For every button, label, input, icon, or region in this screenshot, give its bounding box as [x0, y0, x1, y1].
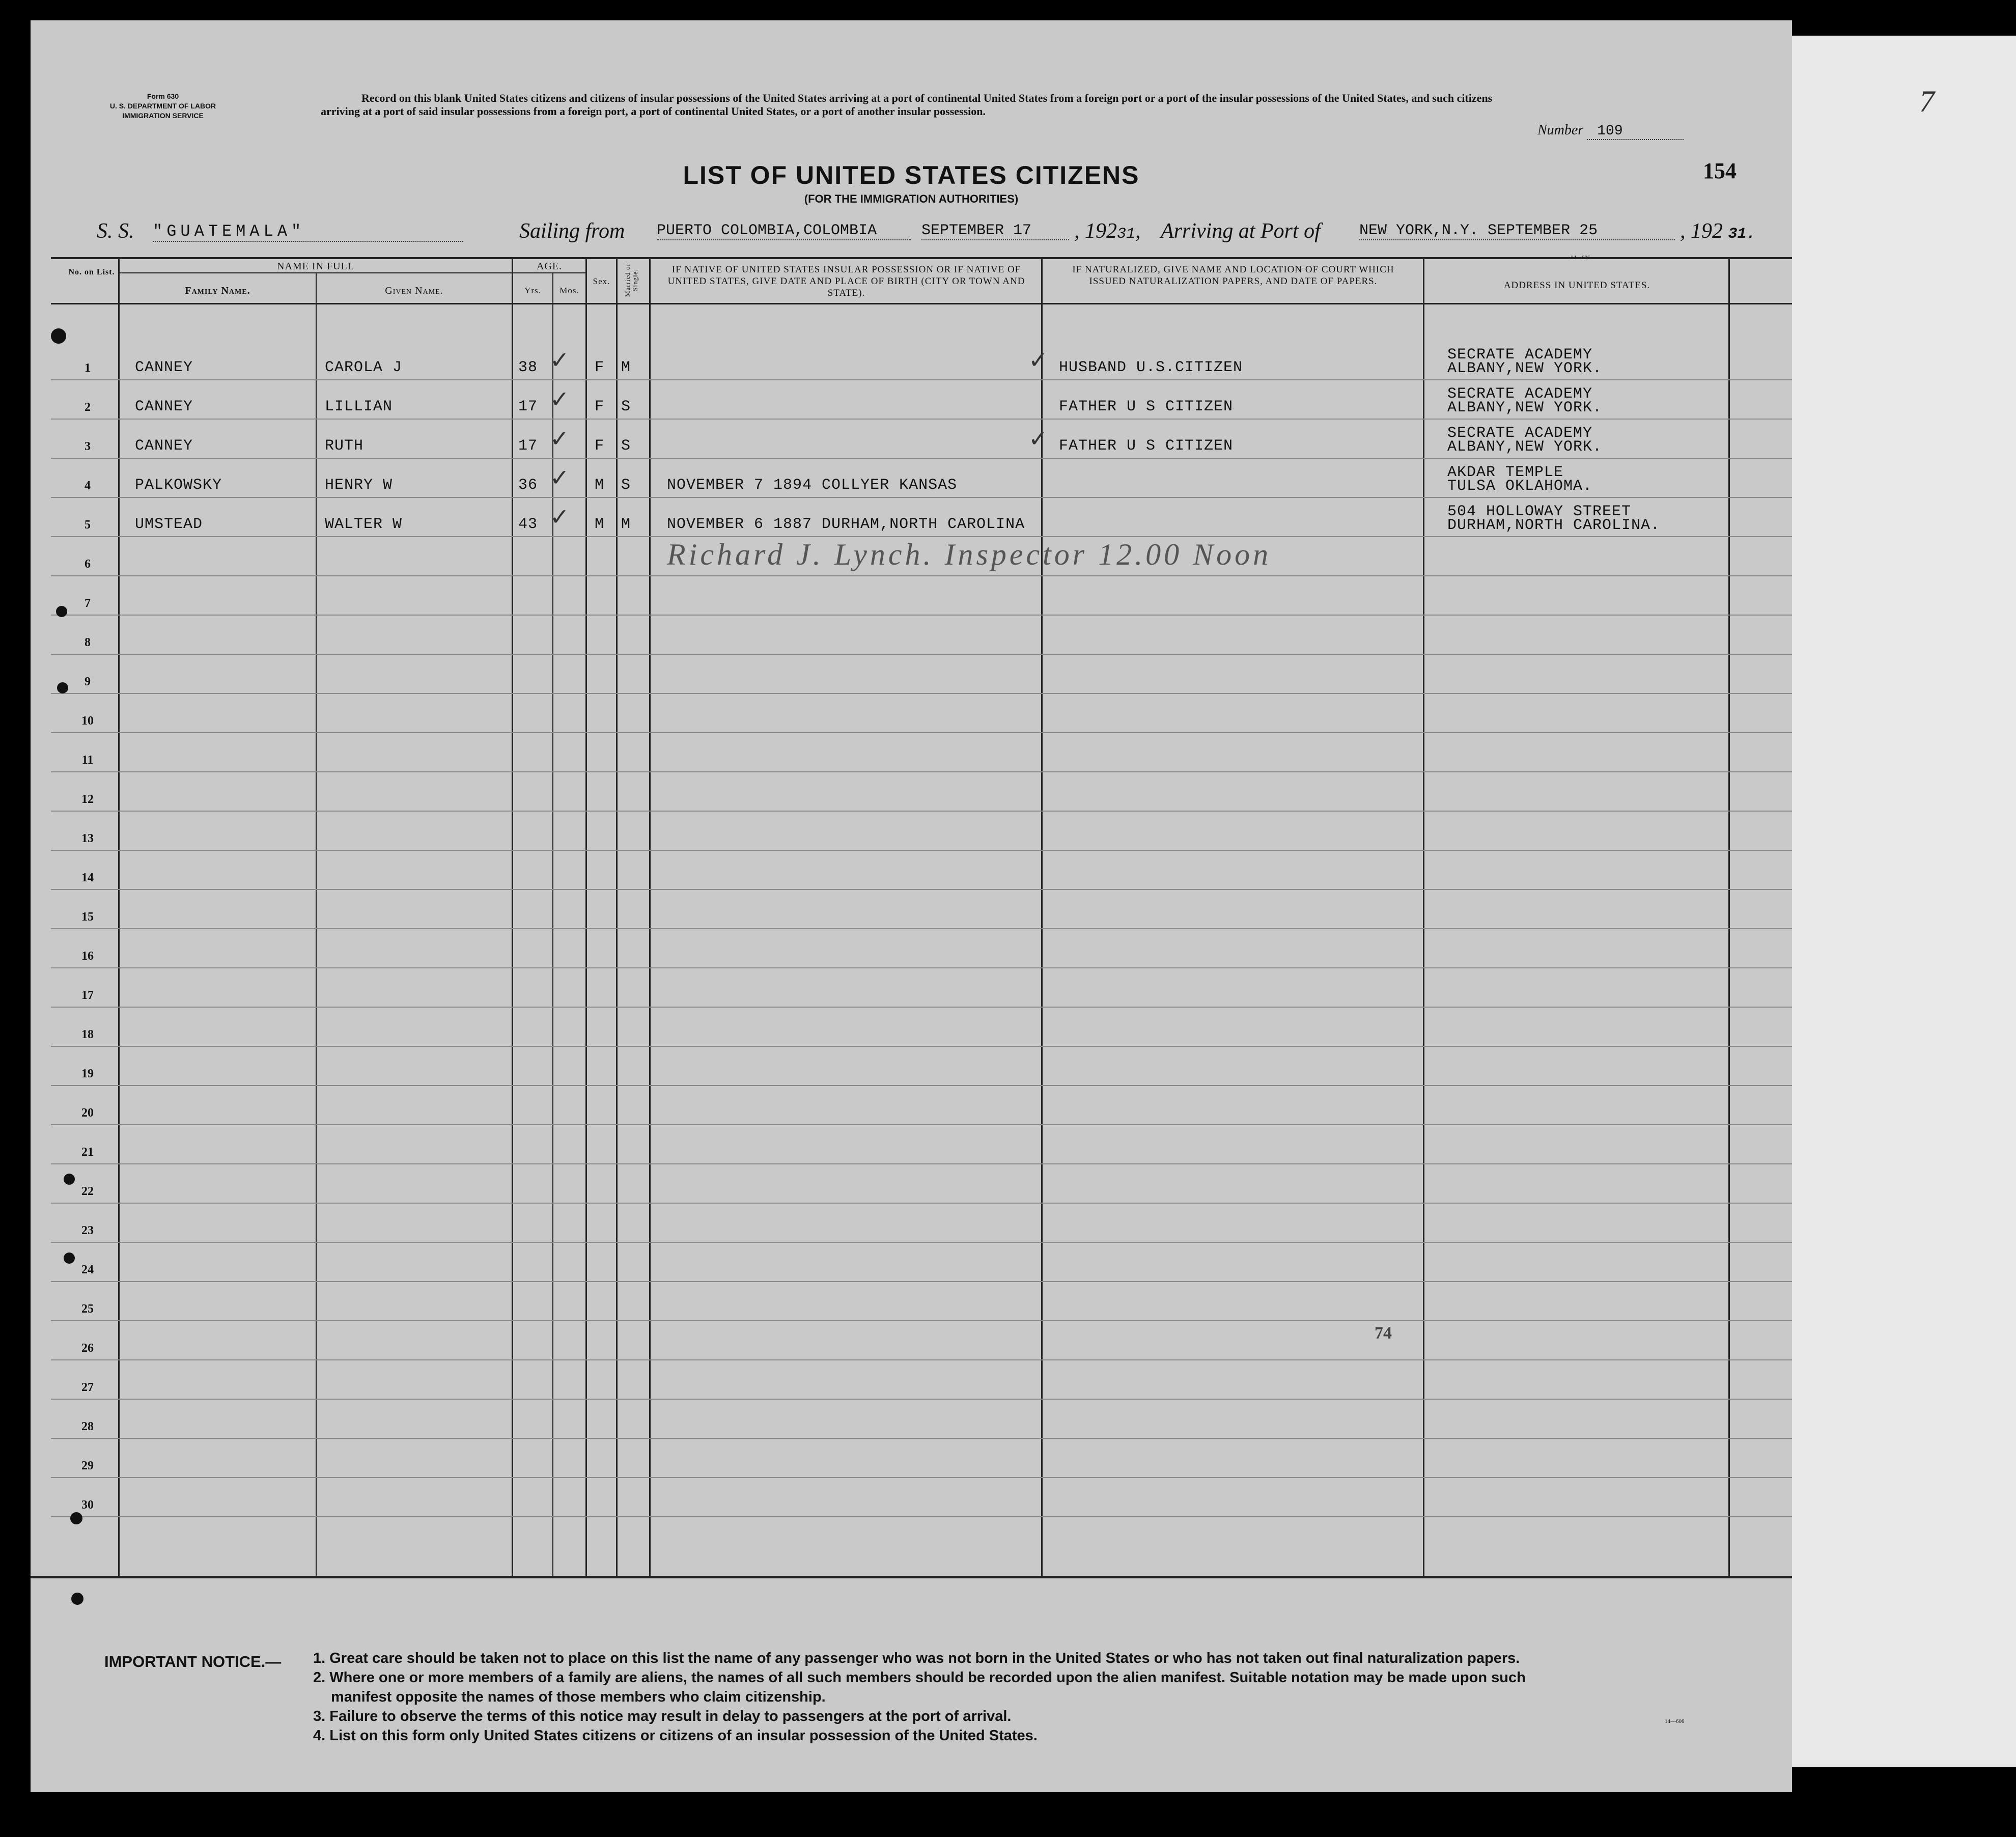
marital-status: S [621, 477, 631, 494]
row-number: 9 [85, 675, 91, 688]
arriving-year: , 192 31. [1680, 219, 1756, 243]
notice-item-2: 2. Where one or more members of a family are aliens, the names of all such members should be recorded upon the alien manifest. Suitable notation may be made upon such [313, 1669, 1526, 1686]
address-line-1: AKDAR TEMPLE [1447, 464, 1564, 481]
table-row [31, 425, 1792, 460]
number-value: 109 [1587, 123, 1684, 140]
header-mos: Mos. [559, 286, 579, 295]
row-number: 24 [81, 1263, 94, 1276]
voyage-line [97, 219, 1777, 249]
row-number: 10 [81, 714, 94, 728]
ruled-line [51, 811, 1792, 812]
sailing-date: SEPTEMBER 17 [921, 222, 1069, 240]
sailing-year-written: 31 [1117, 226, 1136, 243]
corner-mark: 7 [1919, 85, 1935, 118]
ruled-line [51, 654, 1792, 655]
stamp-mark: 74 [1375, 1324, 1392, 1343]
header-yrs: Yrs. [524, 286, 541, 295]
table-bottom-rule [31, 1576, 1792, 1578]
row-number: 21 [81, 1146, 94, 1159]
ruled-line [51, 889, 1792, 890]
row-number: 29 [81, 1459, 94, 1472]
row-number: 19 [81, 1067, 94, 1080]
ruled-line [51, 1046, 1792, 1047]
binder-hole [64, 1174, 75, 1185]
family-name: CANNEY [135, 437, 193, 455]
form-instructions: Record on this blank United States citizens and citizens of insular possessions of the United States arriving at a port of continental United States from a foreign port or a port of the insular possessions of the United States, and such citizens arriving at a port of said insular possessions from a foreign port, a port of continental United States, or a port of another insular possession. [321, 92, 1493, 118]
family-name: PALKOWSKY [135, 477, 222, 494]
notice-item-4: 4. List on this form only United States citizens or citizens of an insular possession of the United States. [313, 1728, 1038, 1744]
sex: M [595, 477, 605, 494]
address-line-1: SECRATE ACADEMY [1447, 385, 1593, 403]
header-family-name: Family Name. [185, 285, 250, 296]
sailing-label: Sailing from [519, 219, 625, 243]
sex: F [595, 437, 605, 455]
ruled-line [51, 850, 1792, 851]
row-number: 11 [81, 754, 94, 767]
given-name: CAROLA J [325, 359, 403, 376]
header-given-name: Given Name. [385, 285, 443, 296]
check-mark-icon: ✓ [1028, 425, 1048, 452]
ruled-line [51, 1085, 1792, 1086]
ruled-line [51, 1007, 1792, 1008]
row-number: 5 [85, 518, 91, 532]
row-number: 2 [85, 401, 91, 414]
binder-hole [51, 328, 66, 344]
ruled-line [51, 1438, 1792, 1439]
header-native-birth: IF NATIVE OF UNITED STATES INSULAR POSSESSION OR IF NATIVE OF UNITED STATES, GIVE DATE AND PLACE OF BIRTH (CITY OR TOWN AND STATE). [667, 264, 1025, 298]
binder-hole [56, 606, 67, 617]
given-name: HENRY W [325, 477, 393, 494]
age-years: 38 [518, 359, 538, 376]
row-number: 4 [85, 479, 91, 492]
age-years: 17 [518, 398, 538, 415]
row-number: 15 [81, 910, 94, 924]
arriving-port: NEW YORK,N.Y. SEPTEMBER 25 [1359, 222, 1675, 240]
ruled-line [51, 575, 1792, 576]
row-number: 7 [85, 597, 91, 610]
ruled-line [51, 928, 1792, 929]
ruled-line [51, 1359, 1792, 1360]
number-label: Number [1537, 122, 1584, 138]
naturalization-info: FATHER U S CITIZEN [1059, 398, 1234, 415]
row-number: 25 [81, 1302, 94, 1316]
row-number: 28 [81, 1420, 94, 1433]
check-mark-icon: ✓ [550, 503, 570, 531]
row-number: 20 [81, 1106, 94, 1120]
check-mark-icon: ✓ [550, 464, 570, 491]
ruled-line [51, 732, 1792, 733]
form-subtitle: (FOR THE IMMIGRATION AUTHORITIES) [804, 192, 1019, 205]
ruled-line [51, 1281, 1792, 1282]
marital-status: S [621, 398, 631, 415]
family-name: UMSTEAD [135, 516, 203, 533]
sex: M [595, 516, 605, 533]
row-number: 30 [81, 1498, 94, 1512]
naturalization-info: FATHER U S CITIZEN [1059, 437, 1234, 455]
number-field [1537, 122, 1711, 140]
row-number: 16 [81, 950, 94, 963]
sailing-year-printed: 192 [1085, 219, 1117, 243]
naturalization-info: HUSBAND U.S.CITIZEN [1059, 359, 1243, 376]
service-name: IMMIGRATION SERVICE [122, 112, 204, 120]
form-code-bottom: 14—606 [1665, 1718, 1685, 1724]
row-number: 1 [85, 361, 91, 375]
ruled-line [51, 967, 1792, 968]
marital-status: M [621, 359, 631, 376]
row-number: 14 [81, 871, 94, 884]
row-number: 17 [81, 989, 94, 1002]
ship-name: "GUATEMALA" [153, 222, 463, 242]
address-line-1: SECRATE ACADEMY [1447, 346, 1593, 364]
form-info [87, 92, 239, 121]
row-number: 8 [85, 636, 91, 649]
page-number: 154 [1703, 158, 1737, 183]
notice-item-1: 1. Great care should be taken not to place on this list the name of any passenger who was not born in the United States or who has not taken out final naturalization papers. [313, 1650, 1520, 1666]
given-name: RUTH [325, 437, 364, 455]
ruled-line [51, 615, 1792, 616]
address-line-2: ALBANY,NEW YORK. [1447, 399, 1603, 416]
check-mark-icon: ✓ [550, 385, 570, 413]
table-row [31, 385, 1792, 421]
row-number: 22 [81, 1185, 94, 1198]
row-number: 12 [81, 793, 94, 806]
ruled-line [51, 771, 1792, 772]
binder-hole [71, 1593, 83, 1605]
arriving-year-written: 31. [1728, 226, 1756, 243]
header-bottom-rule [51, 303, 1792, 304]
given-name: LILLIAN [325, 398, 393, 415]
binder-hole [70, 1512, 82, 1524]
marital-status: S [621, 437, 631, 455]
address-line-1: SECRATE ACADEMY [1447, 425, 1593, 442]
row-number: 13 [81, 832, 94, 845]
ruled-line [51, 1163, 1792, 1164]
notice-item-2-continued: manifest opposite the names of those members who claim citizenship. [331, 1689, 826, 1705]
marital-status: M [621, 516, 631, 533]
header-no: No. on List. [68, 268, 115, 276]
ruled-line [51, 1516, 1792, 1517]
header-naturalized: IF NATURALIZED, GIVE NAME AND LOCATION OF COURT WHICH ISSUED NATURALIZATION PAPERS, AND DATE OF PAPERS. [1072, 264, 1394, 287]
inspector-note: Richard J. Lynch. Inspector 12.00 Noon [667, 538, 1272, 571]
check-mark-icon: ✓ [550, 346, 570, 374]
sex: F [595, 398, 605, 415]
given-name: WALTER W [325, 516, 403, 533]
table-row [31, 464, 1792, 499]
notice-label: IMPORTANT NOTICE.— [104, 1653, 282, 1671]
header-age: AGE. [536, 261, 563, 272]
manifest-sheet [31, 20, 1792, 1792]
birth-info: NOVEMBER 6 1887 DURHAM,NORTH CAROLINA [667, 516, 1025, 533]
sex: F [595, 359, 605, 376]
department-name: U. S. DEPARTMENT OF LABOR [109, 102, 216, 110]
table-row [31, 346, 1792, 382]
ruled-line [51, 1124, 1792, 1125]
row-number: 27 [81, 1381, 94, 1394]
sailing-from: PUERTO COLOMBIA,COLOMBIA [657, 222, 911, 240]
check-mark-icon: ✓ [1028, 346, 1048, 374]
form-number: Form 630 [147, 92, 179, 100]
check-mark-icon: ✓ [550, 425, 570, 452]
ruled-line [51, 1399, 1792, 1400]
binder-hole [64, 1252, 75, 1264]
row-number: 18 [81, 1028, 94, 1041]
header-address: ADDRESS IN UNITED STATES. [1503, 280, 1650, 291]
address-line-2: ALBANY,NEW YORK. [1447, 438, 1603, 456]
notice-item-3: 3. Failure to observe the terms of this notice may result in delay to passengers at the port of arrival. [313, 1708, 1012, 1724]
ruled-line [51, 1477, 1792, 1478]
ruled-line [51, 693, 1792, 694]
family-name: CANNEY [135, 359, 193, 376]
sailing-year: , 19231, [1074, 219, 1141, 243]
family-name: CANNEY [135, 398, 193, 415]
address-line-1: 504 HOLLOWAY STREET [1447, 503, 1632, 520]
table-row [31, 503, 1792, 539]
header-name-in-full: NAME IN FULL [277, 261, 354, 272]
ss-label: S. S. [97, 219, 134, 243]
age-years: 17 [518, 437, 538, 455]
age-years: 43 [518, 516, 538, 533]
ruled-line [51, 1242, 1792, 1243]
arriving-label: Arriving at Port of [1161, 219, 1321, 243]
arriving-year-printed: 192 [1691, 219, 1723, 243]
row-number: 23 [81, 1224, 94, 1237]
ruled-line [51, 1203, 1792, 1204]
row-number: 26 [81, 1342, 94, 1355]
address-line-2: DURHAM,NORTH CAROLINA. [1447, 517, 1661, 534]
binder-hole [57, 682, 68, 693]
form-title: LIST OF UNITED STATES CITIZENS [683, 161, 1140, 189]
row-number: 3 [85, 440, 91, 453]
address-line-2: TULSA OKLAHOMA. [1447, 478, 1593, 495]
ruled-line [51, 1320, 1792, 1321]
header-sex: Sex. [593, 276, 610, 286]
row-number: 6 [85, 558, 91, 571]
birth-info: NOVEMBER 7 1894 COLLYER KANSAS [667, 477, 958, 494]
table-top-rule [51, 257, 1792, 259]
address-line-2: ALBANY,NEW YORK. [1447, 360, 1603, 377]
age-years: 36 [518, 477, 538, 494]
header-married-single: Married or Single. [624, 263, 639, 297]
